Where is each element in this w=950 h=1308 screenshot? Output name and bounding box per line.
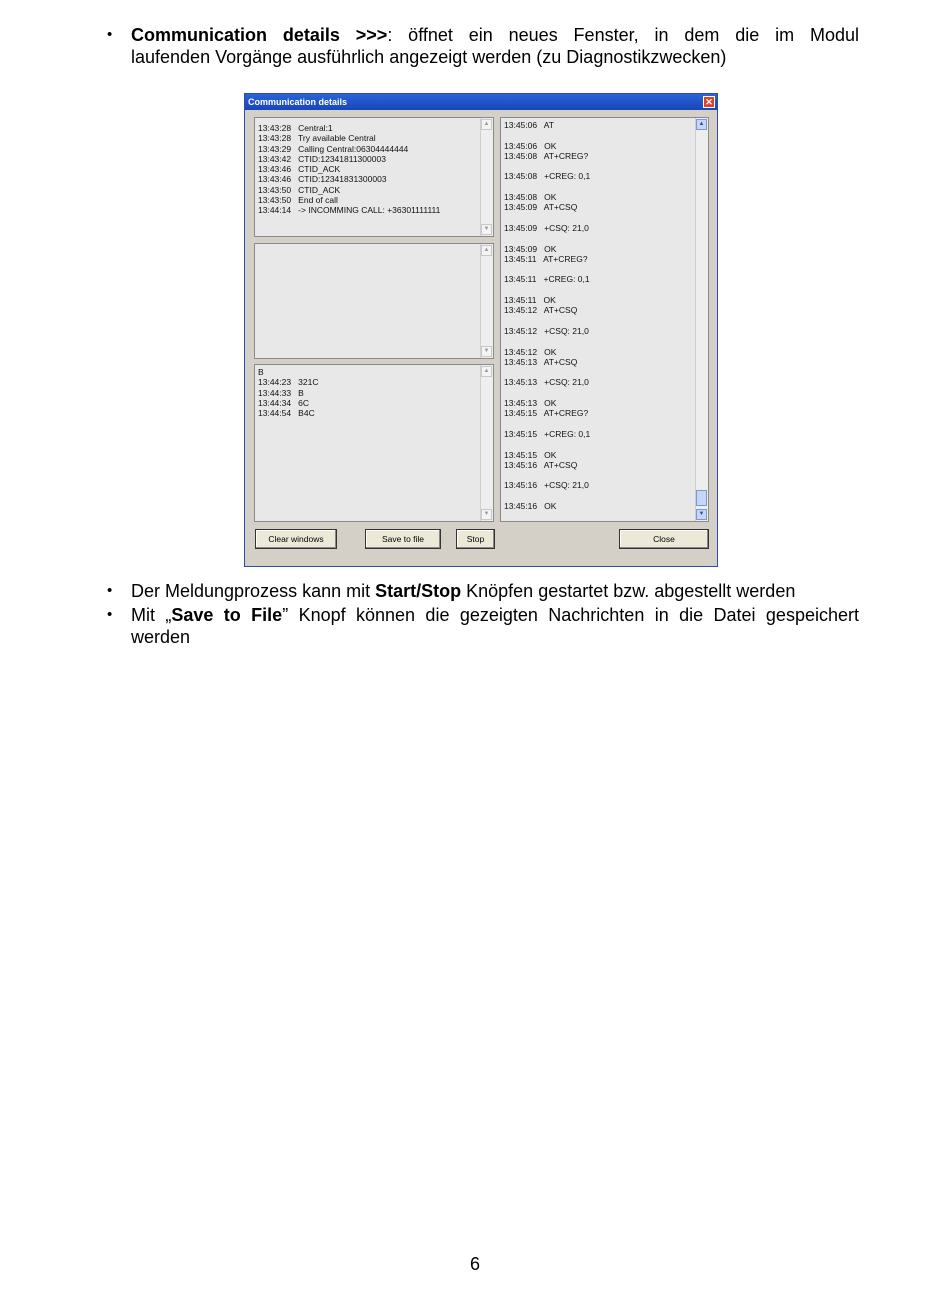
b3-line2: werden bbox=[131, 627, 191, 647]
b2-bold: Start/Stop bbox=[375, 581, 462, 601]
log-line: 13:45:12 OK bbox=[504, 346, 557, 357]
communication-details-window bbox=[244, 93, 718, 567]
scroll-up-icon[interactable]: ▲ bbox=[481, 245, 492, 256]
log-line bbox=[504, 470, 694, 480]
log-line: 13:45:08 AT+CREG? bbox=[504, 150, 589, 161]
intro-text-line2: laufenden Vorgänge ausführlich angezeigt werden (zu Diagnostikzwecken) bbox=[131, 47, 727, 67]
log-line: 13:45:15 +CREG: 0,1 bbox=[504, 428, 591, 439]
log-line: 13:45:08 OK bbox=[504, 192, 557, 203]
log-line: 13:45:09 OK bbox=[504, 243, 557, 254]
log-pane-modem[interactable] bbox=[500, 117, 709, 522]
log-line bbox=[504, 316, 694, 326]
log-line: 13:44:33 B bbox=[258, 387, 304, 398]
log-line: 13:45:13 +CSQ: 21,0 bbox=[504, 377, 589, 388]
log-pane-messages-lines bbox=[258, 367, 479, 418]
page-number: 6 bbox=[469, 1254, 480, 1274]
b3-post-line1: ” Knopf können die gezeigten Nachrichten in die Datei gespeichert bbox=[282, 605, 859, 625]
log-line: 13:45:16 AT+CSQ bbox=[504, 459, 578, 470]
log-line: 13:45:11 OK bbox=[504, 295, 556, 306]
log-line: 13:45:06 OK bbox=[504, 140, 557, 151]
log-line bbox=[504, 491, 694, 501]
log-line: 13:44:34 6C bbox=[258, 397, 310, 408]
log-line bbox=[504, 285, 694, 295]
log-line: 13:45:16 +CSQ: 21,0 bbox=[504, 480, 589, 491]
intro-text-line1: : öffnet ein neues Fenster, in dem die im Modul bbox=[387, 25, 860, 45]
b2-post: Knöpfen gestartet bzw. abgestellt werden bbox=[461, 581, 796, 601]
log-line bbox=[504, 419, 694, 429]
b2-pre: Der Meldungprozess kann mit bbox=[131, 581, 376, 601]
log-line: 13:45:12 +CSQ: 21,0 bbox=[504, 325, 589, 336]
scroll-thumb[interactable] bbox=[696, 490, 707, 506]
scroll-down-icon[interactable]: ▼ bbox=[481, 509, 492, 520]
log-line: 13:45:06 AT bbox=[504, 120, 554, 130]
log-line bbox=[504, 161, 694, 171]
scroll-down-icon[interactable]: ▼ bbox=[481, 346, 492, 357]
log-line bbox=[504, 233, 694, 243]
log-line: B bbox=[258, 367, 264, 377]
log-line: 13:45:11 +CREG: 0,1 bbox=[504, 274, 590, 285]
clear-windows-button[interactable]: Clear windows bbox=[255, 529, 337, 549]
start-stop-paragraph bbox=[131, 580, 859, 602]
log-line bbox=[504, 388, 694, 398]
scroll-up-icon[interactable]: ▲ bbox=[481, 366, 492, 377]
log-line bbox=[504, 182, 694, 192]
log-line: 13:45:09 AT+CSQ bbox=[504, 202, 578, 213]
scroll-down-icon[interactable]: ▼ bbox=[696, 509, 707, 520]
b3-pre: Mit „ bbox=[131, 605, 172, 625]
scrollbar[interactable] bbox=[480, 244, 493, 358]
save-to-file-paragraph bbox=[131, 604, 859, 648]
scroll-down-icon[interactable]: ▼ bbox=[481, 224, 492, 235]
log-line: 13:45:11 AT+CREG? bbox=[504, 253, 588, 264]
log-line: 13:45:16 OK bbox=[504, 500, 557, 511]
window-title: Communication details bbox=[248, 97, 348, 107]
log-line: 13:44:23 321C bbox=[258, 377, 319, 388]
log-line: 13:43:28 Try available Central bbox=[258, 133, 376, 144]
log-line: 13:43:50 CTID_ACK bbox=[258, 184, 341, 195]
b3-bold: Save to File bbox=[171, 605, 283, 625]
log-line: 13:45:13 AT+CSQ bbox=[504, 356, 578, 367]
log-pane-messages[interactable] bbox=[254, 364, 494, 522]
log-line: 13:43:28 Central:1 bbox=[258, 123, 333, 133]
log-line: 13:44:54 B4C bbox=[258, 408, 315, 419]
close-icon[interactable]: ✕ bbox=[703, 96, 715, 108]
log-line bbox=[504, 130, 694, 140]
log-pane-empty[interactable] bbox=[254, 243, 494, 359]
log-line bbox=[504, 213, 694, 223]
scroll-up-icon[interactable]: ▲ bbox=[481, 119, 492, 130]
close-button[interactable]: Close bbox=[619, 529, 709, 549]
stop-button[interactable]: Stop bbox=[456, 529, 495, 549]
scrollbar[interactable] bbox=[480, 118, 493, 236]
log-pane-calls-lines bbox=[258, 123, 479, 216]
intro-bold-label: Communication details >>> bbox=[131, 25, 388, 45]
log-line bbox=[504, 367, 694, 377]
scrollbar[interactable] bbox=[480, 365, 493, 521]
bullet-marker: • bbox=[107, 26, 113, 43]
log-line: 13:43:50 End of call bbox=[258, 195, 338, 206]
log-line: 13:45:15 AT+CREG? bbox=[504, 408, 589, 419]
log-line bbox=[504, 439, 694, 449]
log-line: 13:44:14 -> INCOMMING CALL: +36301111111 bbox=[258, 205, 441, 216]
save-to-file-button[interactable]: Save to file bbox=[365, 529, 441, 549]
log-line bbox=[504, 264, 694, 274]
window-titlebar bbox=[245, 94, 717, 110]
log-pane-modem-lines bbox=[504, 120, 694, 511]
log-line: 13:43:29 Calling Central:06304444444 bbox=[258, 143, 409, 154]
scrollbar[interactable] bbox=[695, 118, 708, 521]
log-line: 13:43:46 CTID:12341831300003 bbox=[258, 174, 387, 185]
log-line: 13:45:15 OK bbox=[504, 449, 557, 460]
log-pane-calls[interactable] bbox=[254, 117, 494, 237]
bullet-marker: • bbox=[107, 582, 113, 599]
log-line: 13:43:42 CTID:12341811300003 bbox=[258, 153, 386, 164]
log-line: 13:45:13 OK bbox=[504, 398, 557, 409]
log-line: 13:43:46 CTID_ACK bbox=[258, 164, 341, 175]
log-line: 13:45:08 +CREG: 0,1 bbox=[504, 171, 591, 182]
bullet-marker: • bbox=[107, 606, 113, 623]
log-line bbox=[504, 336, 694, 346]
log-line: 13:45:09 +CSQ: 21,0 bbox=[504, 222, 589, 233]
scroll-up-icon[interactable]: ▲ bbox=[696, 119, 707, 130]
intro-paragraph bbox=[131, 24, 859, 68]
log-line: 13:45:12 AT+CSQ bbox=[504, 305, 578, 316]
